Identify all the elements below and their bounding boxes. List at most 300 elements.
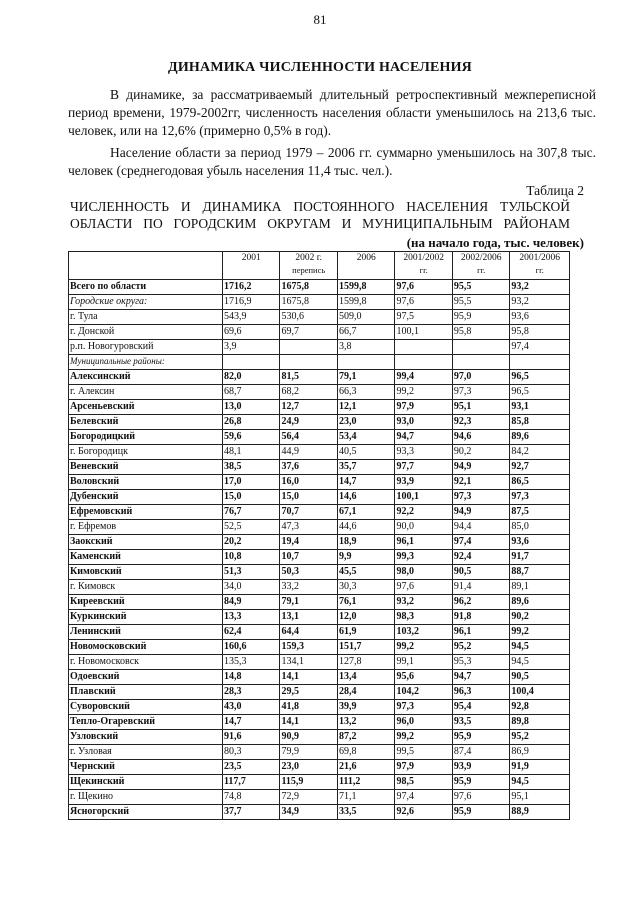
- value-cell: 160,6: [222, 640, 279, 655]
- value-cell: 14,1: [280, 715, 337, 730]
- value-cell: 40,5: [337, 445, 394, 460]
- row-name-cell: Веневский: [69, 460, 223, 475]
- table-row: [69, 430, 570, 445]
- row-name-cell: Чернский: [69, 760, 223, 775]
- value-cell: [280, 340, 337, 355]
- value-cell: 93,6: [510, 310, 570, 325]
- table-row: [69, 640, 570, 655]
- table-row: [69, 370, 570, 385]
- value-cell: 100,1: [395, 490, 452, 505]
- value-cell: 93,2: [510, 295, 570, 310]
- value-cell: 19,4: [280, 535, 337, 550]
- value-cell: 35,7: [337, 460, 394, 475]
- value-cell: 91,9: [510, 760, 570, 775]
- population-table: [68, 251, 570, 820]
- value-cell: 95,5: [452, 280, 509, 295]
- row-name-cell: Щекинский: [69, 775, 223, 790]
- table-row: [69, 565, 570, 580]
- row-name-cell: р.п. Новогуровский: [69, 340, 223, 355]
- value-cell: 1716,2: [222, 280, 279, 295]
- value-cell: 13,3: [222, 610, 279, 625]
- table-row: [69, 520, 570, 535]
- column-header: [222, 252, 279, 280]
- table-row: [69, 610, 570, 625]
- value-cell: 95,6: [395, 670, 452, 685]
- value-cell: 90,5: [452, 565, 509, 580]
- value-cell: 94,5: [510, 655, 570, 670]
- paragraph-1: В динамике, за рассматриваемый длительный ретроспективный межпереписной период времени, 1979-2002гг, численность населения области уменьшилось на 213,6 тыс. человек, или на 12,6% (примерно 0,5% в год).: [68, 87, 596, 138]
- value-cell: 12,1: [337, 400, 394, 415]
- table-unit: (на начало года, тыс. человек): [406, 235, 584, 250]
- value-cell: 97,3: [510, 490, 570, 505]
- row-name-cell: Ясногорский: [69, 805, 223, 820]
- value-cell: 115,9: [280, 775, 337, 790]
- value-cell: 98,0: [395, 565, 452, 580]
- value-cell: 37,6: [280, 460, 337, 475]
- value-cell: 95,9: [452, 775, 509, 790]
- value-cell: 135,3: [222, 655, 279, 670]
- value-cell: 94,9: [452, 505, 509, 520]
- value-cell: 94,4: [452, 520, 509, 535]
- value-cell: 70,7: [280, 505, 337, 520]
- value-cell: 14,1: [280, 670, 337, 685]
- value-cell: 89,6: [510, 430, 570, 445]
- value-cell: 97,4: [395, 790, 452, 805]
- value-cell: 12,7: [280, 400, 337, 415]
- value-cell: 93,9: [395, 475, 452, 490]
- column-header-sub: гг.: [535, 265, 544, 275]
- table-row: [69, 550, 570, 565]
- table-row: [69, 715, 570, 730]
- value-cell: 68,2: [280, 385, 337, 400]
- row-name-cell: г. Кимовск: [69, 580, 223, 595]
- value-cell: 97,7: [395, 460, 452, 475]
- value-cell: 92,1: [452, 475, 509, 490]
- value-cell: 33,5: [337, 805, 394, 820]
- value-cell: 95,1: [452, 400, 509, 415]
- table-row: [69, 730, 570, 745]
- column-header-main: 2002/2006: [460, 253, 502, 263]
- table-row: [69, 595, 570, 610]
- column-header-sub: перепись: [292, 265, 326, 275]
- value-cell: 34,9: [280, 805, 337, 820]
- value-cell: 66,7: [337, 325, 394, 340]
- value-cell: 59,6: [222, 430, 279, 445]
- value-cell: 91,8: [452, 610, 509, 625]
- value-cell: 95,1: [510, 790, 570, 805]
- column-header-sub: гг.: [477, 265, 486, 275]
- column-header: [337, 252, 394, 280]
- value-cell: 3,9: [222, 340, 279, 355]
- value-cell: 93,3: [395, 445, 452, 460]
- value-cell: 92,3: [452, 415, 509, 430]
- value-cell: 16,0: [280, 475, 337, 490]
- value-cell: 97,9: [395, 760, 452, 775]
- value-cell: 95,8: [452, 325, 509, 340]
- value-cell: [222, 355, 279, 370]
- value-cell: 76,7: [222, 505, 279, 520]
- page-number: 81: [313, 12, 327, 27]
- value-cell: 88,9: [510, 805, 570, 820]
- table-row: [69, 490, 570, 505]
- row-name-cell: Городские округа:: [69, 295, 223, 310]
- value-cell: 93,5: [452, 715, 509, 730]
- value-cell: 95,5: [452, 295, 509, 310]
- table-row: [69, 400, 570, 415]
- row-name-cell: Тепло-Огаревский: [69, 715, 223, 730]
- column-header: [510, 252, 570, 280]
- row-name-cell: Одоевский: [69, 670, 223, 685]
- value-cell: 87,2: [337, 730, 394, 745]
- value-cell: 10,7: [280, 550, 337, 565]
- value-cell: 95,2: [452, 640, 509, 655]
- paragraph-2: Население области за период 1979 – 2006 гг. суммарно уменьшилось на 307,8 тыс. человек (среднегодовая убыль населения 11,4 тыс. чел.).: [68, 145, 596, 178]
- row-name-cell: Алексинский: [69, 370, 223, 385]
- table-title: ЧИСЛЕННОСТЬ И ДИНАМИКА ПОСТОЯННОГО НАСЕЛЕНИЯ ТУЛЬСКОЙ ОБЛАСТИ ПО ГОРОДСКИМ ОКРУГАМ И МУНИЦИПАЛЬНЫМ РАЙОНАМ: [70, 199, 570, 231]
- value-cell: [452, 340, 509, 355]
- table-row: [69, 760, 570, 775]
- row-name-cell: Каменский: [69, 550, 223, 565]
- value-cell: 95,9: [452, 805, 509, 820]
- value-cell: 97,4: [452, 535, 509, 550]
- value-cell: 93,2: [510, 280, 570, 295]
- value-cell: 69,6: [222, 325, 279, 340]
- value-cell: 89,6: [510, 595, 570, 610]
- value-cell: 90,2: [452, 445, 509, 460]
- value-cell: 96,2: [452, 595, 509, 610]
- value-cell: 72,9: [280, 790, 337, 805]
- table-row: [69, 625, 570, 640]
- table-row: [69, 280, 570, 295]
- value-cell: 530,6: [280, 310, 337, 325]
- row-name-cell: Новомосковский: [69, 640, 223, 655]
- value-cell: 14,7: [222, 715, 279, 730]
- value-cell: 62,4: [222, 625, 279, 640]
- value-cell: 99,1: [395, 655, 452, 670]
- value-cell: 91,7: [510, 550, 570, 565]
- value-cell: 100,1: [395, 325, 452, 340]
- value-cell: 79,9: [280, 745, 337, 760]
- row-name-cell: Заокский: [69, 535, 223, 550]
- value-cell: 96,1: [452, 625, 509, 640]
- value-cell: 86,9: [510, 745, 570, 760]
- value-cell: 29,5: [280, 685, 337, 700]
- value-cell: 87,5: [510, 505, 570, 520]
- table-row: [69, 580, 570, 595]
- value-cell: 37,7: [222, 805, 279, 820]
- value-cell: 81,5: [280, 370, 337, 385]
- value-cell: 95,8: [510, 325, 570, 340]
- table-row: [69, 385, 570, 400]
- value-cell: 99,2: [510, 625, 570, 640]
- value-cell: 21,6: [337, 760, 394, 775]
- value-cell: 94,5: [510, 640, 570, 655]
- value-cell: 543,9: [222, 310, 279, 325]
- section-heading: ДИНАМИКА ЧИСЛЕННОСТИ НАСЕЛЕНИЯ: [168, 60, 472, 75]
- table-row: [69, 310, 570, 325]
- value-cell: 64,4: [280, 625, 337, 640]
- column-header-main: 2001/2002: [403, 253, 444, 263]
- value-cell: 3,8: [337, 340, 394, 355]
- column-header: [69, 252, 223, 280]
- value-cell: 99,2: [395, 730, 452, 745]
- value-cell: 89,8: [510, 715, 570, 730]
- row-name-cell: Всего по области: [69, 280, 223, 295]
- value-cell: 90,0: [395, 520, 452, 535]
- row-name-cell: Куркинский: [69, 610, 223, 625]
- value-cell: 97,6: [452, 790, 509, 805]
- row-name-cell: г. Ефремов: [69, 520, 223, 535]
- value-cell: 98,5: [395, 775, 452, 790]
- value-cell: [280, 355, 337, 370]
- row-name-cell: Дубенский: [69, 490, 223, 505]
- value-cell: 95,3: [452, 655, 509, 670]
- value-cell: 104,2: [395, 685, 452, 700]
- value-cell: 97,3: [452, 490, 509, 505]
- value-cell: 87,4: [452, 745, 509, 760]
- value-cell: 23,5: [222, 760, 279, 775]
- row-name-cell: Ефремовский: [69, 505, 223, 520]
- value-cell: 94,5: [510, 775, 570, 790]
- table-row: [69, 775, 570, 790]
- value-cell: 95,2: [510, 730, 570, 745]
- table-row: [69, 805, 570, 820]
- value-cell: 91,6: [222, 730, 279, 745]
- value-cell: 71,1: [337, 790, 394, 805]
- value-cell: 14,6: [337, 490, 394, 505]
- column-header-main: 2006: [356, 253, 376, 263]
- column-header-sub: гг.: [419, 265, 428, 275]
- value-cell: 24,9: [280, 415, 337, 430]
- value-cell: 41,8: [280, 700, 337, 715]
- value-cell: 90,2: [510, 610, 570, 625]
- row-name-cell: г. Тула: [69, 310, 223, 325]
- value-cell: 1716,9: [222, 295, 279, 310]
- row-name-cell: г. Узловая: [69, 745, 223, 760]
- column-header: [280, 252, 337, 280]
- value-cell: 103,2: [395, 625, 452, 640]
- value-cell: 93,9: [452, 760, 509, 775]
- value-cell: 96,1: [395, 535, 452, 550]
- row-name-cell: Белевский: [69, 415, 223, 430]
- value-cell: 13,0: [222, 400, 279, 415]
- table-header-row: [69, 252, 570, 280]
- value-cell: 1675,8: [280, 295, 337, 310]
- value-cell: 91,4: [452, 580, 509, 595]
- row-name-cell: Киреевский: [69, 595, 223, 610]
- value-cell: 98,3: [395, 610, 452, 625]
- value-cell: 94,6: [452, 430, 509, 445]
- value-cell: 23,0: [280, 760, 337, 775]
- value-cell: 39,9: [337, 700, 394, 715]
- table-row: [69, 670, 570, 685]
- value-cell: 61,9: [337, 625, 394, 640]
- value-cell: 97,6: [395, 280, 452, 295]
- value-cell: 1675,8: [280, 280, 337, 295]
- value-cell: 67,1: [337, 505, 394, 520]
- value-cell: 85,0: [510, 520, 570, 535]
- value-cell: 90,5: [510, 670, 570, 685]
- table-row: [69, 415, 570, 430]
- value-cell: 56,4: [280, 430, 337, 445]
- value-cell: 53,4: [337, 430, 394, 445]
- value-cell: 76,1: [337, 595, 394, 610]
- value-cell: 48,1: [222, 445, 279, 460]
- value-cell: 93,0: [395, 415, 452, 430]
- value-cell: 82,0: [222, 370, 279, 385]
- value-cell: 117,7: [222, 775, 279, 790]
- value-cell: 74,8: [222, 790, 279, 805]
- row-name-cell: Ленинский: [69, 625, 223, 640]
- row-name-cell: Кимовский: [69, 565, 223, 580]
- value-cell: 15,0: [222, 490, 279, 505]
- value-cell: 28,3: [222, 685, 279, 700]
- value-cell: 111,2: [337, 775, 394, 790]
- value-cell: 97,3: [395, 700, 452, 715]
- value-cell: 18,9: [337, 535, 394, 550]
- table-row: [69, 655, 570, 670]
- value-cell: 96,0: [395, 715, 452, 730]
- value-cell: 84,9: [222, 595, 279, 610]
- value-cell: 97,0: [452, 370, 509, 385]
- value-cell: 9,9: [337, 550, 394, 565]
- value-cell: 13,4: [337, 670, 394, 685]
- value-cell: 99,5: [395, 745, 452, 760]
- column-header: [395, 252, 452, 280]
- value-cell: 96,5: [510, 385, 570, 400]
- row-name-cell: Узловский: [69, 730, 223, 745]
- value-cell: 88,7: [510, 565, 570, 580]
- value-cell: 85,8: [510, 415, 570, 430]
- table-row: [69, 685, 570, 700]
- value-cell: 97,6: [395, 580, 452, 595]
- column-header-main: 2002 г.: [295, 253, 322, 263]
- value-cell: 34,0: [222, 580, 279, 595]
- table-row: [69, 355, 570, 370]
- value-cell: 93,2: [395, 595, 452, 610]
- value-cell: 33,2: [280, 580, 337, 595]
- table-row: [69, 460, 570, 475]
- value-cell: 509,0: [337, 310, 394, 325]
- value-cell: 44,6: [337, 520, 394, 535]
- value-cell: 96,3: [452, 685, 509, 700]
- table-row: [69, 475, 570, 490]
- value-cell: 69,8: [337, 745, 394, 760]
- value-cell: 50,3: [280, 565, 337, 580]
- value-cell: 97,5: [395, 310, 452, 325]
- table-row: [69, 790, 570, 805]
- table-row: [69, 505, 570, 520]
- value-cell: [337, 355, 394, 370]
- table-body: [69, 280, 570, 820]
- value-cell: 66,3: [337, 385, 394, 400]
- value-cell: 151,7: [337, 640, 394, 655]
- row-name-cell: Плавский: [69, 685, 223, 700]
- row-name-cell: Арсеньевский: [69, 400, 223, 415]
- table-row: [69, 340, 570, 355]
- value-cell: 30,3: [337, 580, 394, 595]
- value-cell: 92,8: [510, 700, 570, 715]
- value-cell: 92,2: [395, 505, 452, 520]
- value-cell: 84,2: [510, 445, 570, 460]
- value-cell: 99,4: [395, 370, 452, 385]
- row-name-cell: Воловский: [69, 475, 223, 490]
- column-header: [452, 252, 509, 280]
- value-cell: 1599,8: [337, 295, 394, 310]
- value-cell: 38,5: [222, 460, 279, 475]
- value-cell: 13,2: [337, 715, 394, 730]
- value-cell: 26,8: [222, 415, 279, 430]
- value-cell: 99,3: [395, 550, 452, 565]
- table-row: [69, 295, 570, 310]
- value-cell: 47,3: [280, 520, 337, 535]
- table-row: [69, 700, 570, 715]
- value-cell: 52,5: [222, 520, 279, 535]
- value-cell: 95,4: [452, 700, 509, 715]
- value-cell: [452, 355, 509, 370]
- value-cell: 79,1: [337, 370, 394, 385]
- value-cell: 134,1: [280, 655, 337, 670]
- value-cell: 51,3: [222, 565, 279, 580]
- value-cell: 90,9: [280, 730, 337, 745]
- value-cell: 93,1: [510, 400, 570, 415]
- value-cell: 96,5: [510, 370, 570, 385]
- table-row: [69, 535, 570, 550]
- value-cell: 14,7: [337, 475, 394, 490]
- table-row: [69, 745, 570, 760]
- value-cell: 15,0: [280, 490, 337, 505]
- value-cell: [395, 355, 452, 370]
- value-cell: [510, 355, 570, 370]
- value-cell: 28,4: [337, 685, 394, 700]
- value-cell: 97,9: [395, 400, 452, 415]
- value-cell: 14,8: [222, 670, 279, 685]
- value-cell: 97,3: [452, 385, 509, 400]
- table-row: [69, 325, 570, 340]
- row-name-cell: Богородицкий: [69, 430, 223, 445]
- value-cell: 13,1: [280, 610, 337, 625]
- value-cell: 43,0: [222, 700, 279, 715]
- value-cell: 23,0: [337, 415, 394, 430]
- value-cell: 45,5: [337, 565, 394, 580]
- value-cell: 92,4: [452, 550, 509, 565]
- value-cell: 99,2: [395, 640, 452, 655]
- value-cell: 97,4: [510, 340, 570, 355]
- value-cell: 100,4: [510, 685, 570, 700]
- row-name-cell: г. Новомосковск: [69, 655, 223, 670]
- value-cell: 20,2: [222, 535, 279, 550]
- value-cell: 1599,8: [337, 280, 394, 295]
- value-cell: 99,2: [395, 385, 452, 400]
- value-cell: 79,1: [280, 595, 337, 610]
- value-cell: 97,6: [395, 295, 452, 310]
- row-name-cell: г. Алексин: [69, 385, 223, 400]
- row-name-cell: г. Богородицк: [69, 445, 223, 460]
- table-row: [69, 445, 570, 460]
- value-cell: 80,3: [222, 745, 279, 760]
- value-cell: 86,5: [510, 475, 570, 490]
- value-cell: 159,3: [280, 640, 337, 655]
- value-cell: 94,7: [452, 670, 509, 685]
- column-header-main: 2001/2006: [519, 253, 561, 263]
- row-name-cell: г. Щекино: [69, 790, 223, 805]
- value-cell: [395, 340, 452, 355]
- value-cell: 89,1: [510, 580, 570, 595]
- value-cell: 69,7: [280, 325, 337, 340]
- value-cell: 17,0: [222, 475, 279, 490]
- value-cell: 94,7: [395, 430, 452, 445]
- value-cell: 94,9: [452, 460, 509, 475]
